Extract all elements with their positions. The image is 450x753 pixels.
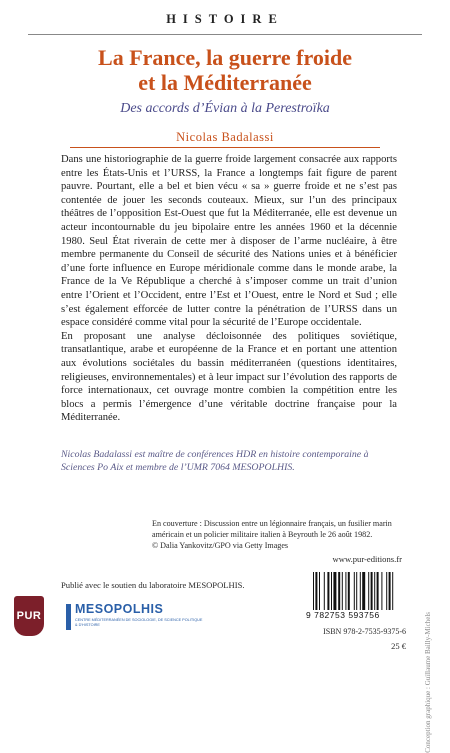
series-label: HISTOIRE [166,12,284,26]
book-title [40,45,410,95]
barcode-bar [354,572,355,610]
barcode-bar [315,572,317,610]
cover-credit-line-1: En couverture : Discussion entre un légionnaire français, un fusilier marin [152,519,392,528]
pur-logo [14,596,44,636]
cover-credit-line-2: américain et un policier militaire italien à Beyrouth le 26 août 1982. [152,530,373,539]
support-note: Publié avec le soutien du laboratoire MESOPOLHIS. [61,580,245,590]
barcode-bar [342,572,343,610]
design-credit: Conception graphique : Guillaume Bailly-Michels [424,612,432,753]
barcode-bar [368,572,369,610]
barcode-bar [345,572,346,610]
blurb [61,153,397,425]
title-line-2: et la Méditerranée [138,70,312,95]
cover-credit [152,518,407,551]
barcode-bar [362,572,365,610]
barcode-bar [333,572,336,610]
author-rule [70,147,380,148]
barcode-bar [360,572,361,610]
mesopolhis-logo-name: MESOPOLHIS [75,602,164,616]
barcode-bar [386,572,387,610]
author-bio [61,448,397,474]
barcode [313,572,406,610]
publisher-url: www.pur-editions.fr [332,554,402,564]
blurb-paragraph-2: En proposant une analyse décloisonnée des politiques soviétique, transatlantique, arabe et européenne de la France et en portant une attention aux évolutions sociétales du bassin méditerranéen (questions identitaires, religieuses, environnementales) et à leur impact sur l’évolution des rapports de force internationaux, cet ouvrage montre combien la compétition entre les blocs a permis l’émergence d’une véritable doctrine française pour la Méditerranée. [61,330,397,424]
blurb-paragraph-1: Dans une historiographie de la guerre froide largement consacrée aux rapports entre les États-Unis et l’URSS, la France a longtemps fait figure de parent pauvre. Pourtant, elle a bel et bien vécu « sa » guerre froide et ne s’est pas contentée de jouer les seconds couteaux. Mieux, sur l’un des principaux théâtres de l’opposition Est-Ouest que fut la Méditerranée, elle est devenue un acteur incontournable du jeu bipolaire entre les années 1960 et la décennie 1980. Seul État riverain de cette mer à disposer de l’arme nucléaire, à être membre permanente du Conseil de sécurité des Nations unies et à bénéficier d’une forte influence en Europe méridionale comme dans le monde arabe, la France de la Ve République a cherché à s’imposer comme un trait d’union entre l’Orient et l’Occident, entre l’Est et l’Ouest, entre le Nord et Sud ; elle s’est également efforcée de lutter contre la pénétration de l’URSS dans un espace considéré comme vital pour la sécurité de l’Europe occidentale. [61,154,397,329]
isbn: ISBN 978-2-7535-9375-6 [323,627,406,636]
barcode-bar [327,572,329,610]
barcode-bar [331,572,332,610]
title-line-1: La France, la guerre froide [98,45,352,70]
barcode-bar [377,572,379,610]
bio-author-name: Nicolas Badalassi [61,449,133,460]
mesopolhis-logo [66,602,206,632]
series-rule [28,34,422,35]
barcode-bar [381,572,382,610]
barcode-bar [319,572,320,610]
barcode-bar [338,572,340,610]
author-name: Nicolas Badalassi [176,130,274,144]
barcode-bar [356,572,357,610]
barcode-bar [374,572,375,610]
mesopolhis-logo-subtitle: CENTRE MÉDITERRANÉEN DE SOCIOLOGIE, DE SCIENCE POLITIQUE & D'HISTOIRE [75,618,203,627]
barcode-bar [371,572,373,610]
barcode-number: 9 782753 593756 [306,610,380,620]
mesopolhis-logo-bar [66,604,71,630]
barcode-bar [392,572,393,610]
bio-text: est maître de conférences HDR en histoire contemporaine à Sciences Po Aix et membre de l’UMR 7064 MESOPOLHIS. [61,449,369,473]
barcode-bar [348,572,350,610]
cover-credit-line-3: © Dalia Yankovitz/GPO via Getty Images [152,541,289,550]
barcode-bar [313,572,314,610]
book-subtitle: Des accords d’Évian à la Perestroïka [120,101,330,116]
barcode-bar [324,572,325,610]
price: 25 € [391,641,406,651]
barcode-bar [389,572,391,610]
pur-logo-text: PUR [16,610,42,622]
